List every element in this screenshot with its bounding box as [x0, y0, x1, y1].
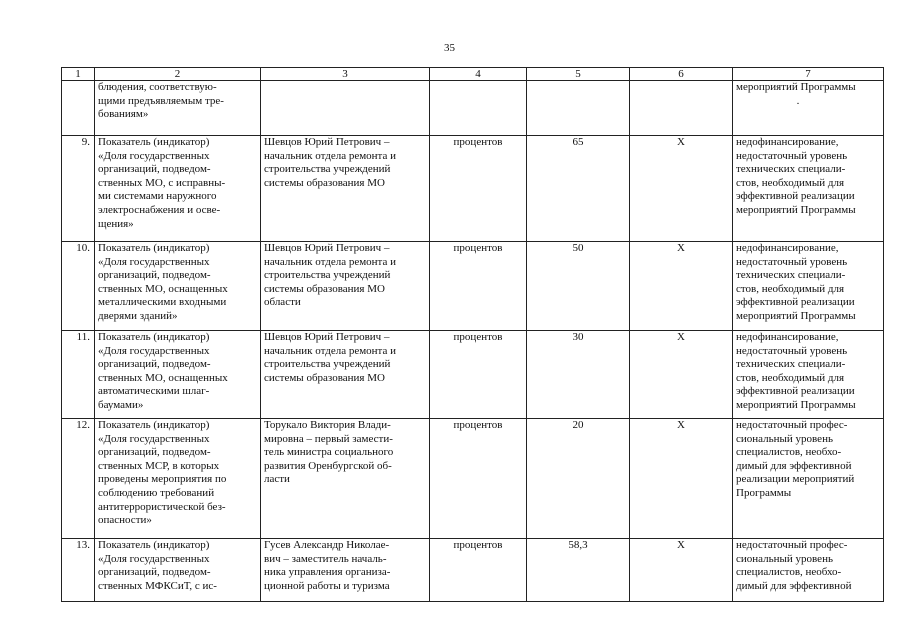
responsible-cell: Шевцов Юрий Петрович – начальник отдела ремонта и строительства учреждений системы образования МО области — [261, 242, 430, 331]
risks-text: мероприятий Программы — [736, 81, 856, 93]
table-row — [62, 242, 884, 331]
table-row — [62, 136, 884, 242]
responsible-cell: Торукало Виктория Влади- мировна – первый замести- тель министра социального развития Оренбургской об- ласти — [261, 419, 430, 539]
row-number: 12. — [62, 419, 95, 539]
responsible-cell: Шевцов Юрий Петрович – начальник отдела ремонта и строительства учреждений системы образования МО — [261, 136, 430, 242]
mark-cell: Х — [630, 539, 733, 602]
row-number: 11. — [62, 331, 95, 419]
empty-cell — [527, 81, 630, 136]
header-cell: 1 — [62, 68, 95, 81]
header-cell: 7 — [733, 68, 884, 81]
responsible-cell: Гусев Александр Николае- вич – заместитель началь- ника управления организа- ционной работы и туризма — [261, 539, 430, 602]
row-number: 13. — [62, 539, 95, 602]
mark-cell: Х — [630, 136, 733, 242]
value-cell: 20 — [527, 419, 630, 539]
risks-cell: недофинансирование, недостаточный уровень технических специали- стов, необходимый для эффективной реализации мероприятий Программы — [733, 136, 884, 242]
risks-cell: недофинансирование, недостаточный уровень технических специали- стов, необходимый для эффективной реализации мероприятий Программы — [733, 242, 884, 331]
header-cell: 3 — [261, 68, 430, 81]
risks-cell: недостаточный профес- сиональный уровень специалистов, необхо- димый для эффективной реализации мероприятий Программы — [733, 419, 884, 539]
unit-cell: процентов — [430, 539, 527, 602]
mark-cell: Х — [630, 242, 733, 331]
table-row — [62, 419, 884, 539]
value-cell: 50 — [527, 242, 630, 331]
empty-cell — [430, 81, 527, 136]
risks-cell — [733, 81, 884, 136]
header-cell: 5 — [527, 68, 630, 81]
risks-cell: недостаточный профес- сиональный уровень специалистов, необхо- димый для эффективной — [733, 539, 884, 602]
indicator-cell: Показатель (индикатор) «Доля государственных организаций, подведом- ственных МО, с исправны- ми системами наружного электроснабжения и осве- щения» — [95, 136, 261, 242]
mark-dot: . — [796, 94, 800, 107]
empty-cell — [62, 81, 95, 136]
header-cell: 6 — [630, 68, 733, 81]
empty-cell — [261, 81, 430, 136]
row-number: 9. — [62, 136, 95, 242]
value-cell: 65 — [527, 136, 630, 242]
risks-cell: недофинансирование, недостаточный уровень технических специали- стов, необходимый для эффективной реализации мероприятий Программы — [733, 331, 884, 419]
row-number: 10. — [62, 242, 95, 331]
empty-cell — [630, 81, 733, 136]
value-cell: 30 — [527, 331, 630, 419]
mark-cell: Х — [630, 419, 733, 539]
indicator-cell: Показатель (индикатор) «Доля государственных организаций, подведом- ственных МО, оснащенных автоматическими шлаг- баумами» — [95, 331, 261, 419]
unit-cell: процентов — [430, 331, 527, 419]
unit-cell: процентов — [430, 242, 527, 331]
header-cell: 4 — [430, 68, 527, 81]
header-row — [62, 68, 884, 81]
header-cell: 2 — [95, 68, 261, 81]
indicators-table — [61, 67, 884, 602]
unit-cell: процентов — [430, 419, 527, 539]
continuation-row — [62, 81, 884, 136]
value-cell: 58,3 — [527, 539, 630, 602]
indicator-cell: блюдения, соответствую- щими предъявляемым тре- бованиям» — [95, 81, 261, 136]
mark-cell: Х — [630, 331, 733, 419]
responsible-cell: Шевцов Юрий Петрович – начальник отдела ремонта и строительства учреждений системы образования МО — [261, 331, 430, 419]
indicator-cell: Показатель (индикатор) «Доля государственных организаций, подведом- ственных МСР, в которых проведены мероприятия по соблюдению требований антитеррористической без- опасности» — [95, 419, 261, 539]
page-number: 35 — [444, 42, 455, 54]
indicator-cell: Показатель (индикатор) «Доля государственных организаций, подведом- ственных МФКСиТ, с ис- — [95, 539, 261, 602]
table-row — [62, 539, 884, 602]
table-row — [62, 331, 884, 419]
indicator-cell: Показатель (индикатор) «Доля государственных организаций, подведом- ственных МО, оснащенных металлическими входными дверями зданий» — [95, 242, 261, 331]
unit-cell: процентов — [430, 136, 527, 242]
